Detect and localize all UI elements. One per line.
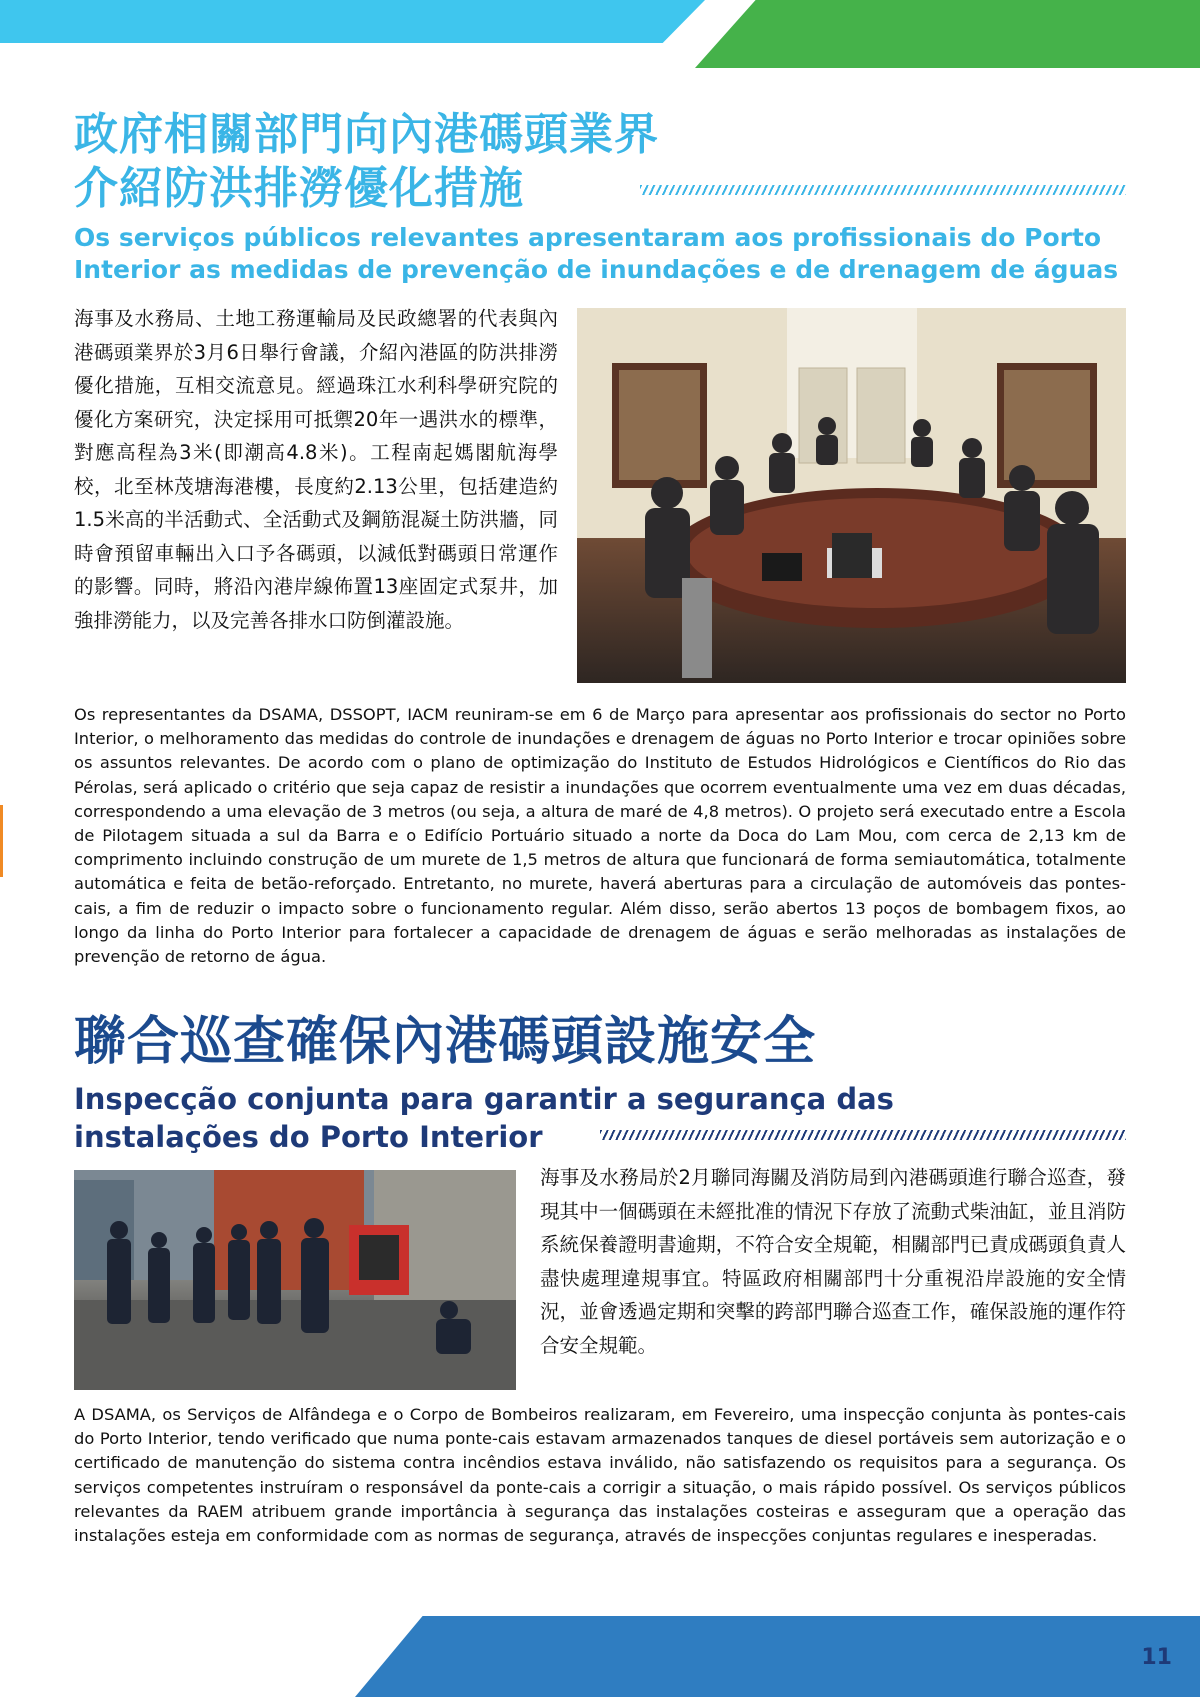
bottom-blue-band xyxy=(355,1616,1200,1697)
meeting-photo xyxy=(577,308,1126,683)
article2-body-pt: A DSAMA, os Serviços de Alfândega e o Corpo de Bombeiros realizaram, em Fevereiro, uma inspecção conjunta às pontes-cais do Porto Interior, tendo verificado que numa ponte-cais estavam armazenados tanques de diesel portáveis sem autorização e o certificado de manutenção do sistema contra incêndios estava inválido, não satisfazendo os requisitos para a segurança. Os serviços competentes instruíram o responsável da ponte-cais a corrigir a situação, o mais rápido possível. Os serviços públicos relevantes da RAEM atribuem grande importância à segurança das instalações costeiras e asseguram que a operação das instalações esteja em conformidade com as normas de segurança, através de inspecções conjuntas regulares e inesperadas. xyxy=(74,1405,1126,1546)
article1-title-pt xyxy=(74,222,1154,286)
article1-body-pt: Os representantes da DSAMA, DSSOPT, IACM reuniram-se em 6 de Março para apresentar aos profissionais do sector no Porto Interior, o melhoramento das medidas do controle de inundações e drenagem de águas no Porto Interior e trocar opiniões sobre os assuntos relevantes. De acordo com o plano de optimização do Instituto de Estudos Hidrológicos e Científicos do Rio das Pérolas, será aplicado o critério que seja capaz de resistir a inundações que ocorrem eventualmente uma vez em duas décadas, correspondendo a uma elevação de 3 metros (ou seja, a altura de maré de 4,8 metros). O projeto será executado entre a Escola de Pilotagem situada a sul da Barra e o Edifício Portuário situado a norte da Doca do Lam Mou, com cerca de 2,13 km de comprimento incluindo construção de um murete de 1,5 metros de altura que funcionará de forma semiautomática, totalmente automática e feita de betão-reforçado. Entretanto, no murete, haverá aberturas para a circulação de automóveis das pontes-cais, a fim de reduzir o impacto sobre o funcionamento regular. Além disso, serão abertos 13 poços de bombagem fixos, ao longo da linha do Porto Interior para fortalecer a capacidade de drenagem de águas e serão melhoradas as instalações de prevenção de retorno de água. xyxy=(74,705,1126,967)
inspection-photo xyxy=(74,1170,516,1390)
article1-body-cn: 海事及水務局、土地工務運輸局及民政總署的代表與內港碼頭業界於3月6日舉行會議，介紹內港區的防洪排澇優化措施，互相交流意見。經過珠江水利科學研究院的優化方案研究，決定採用可抵禦20年一遇洪水的標準，對應高程為3米(即潮高4.8米)。工程南起媽閣航海學校，北至林茂塘海港樓，長度約2.13公里，包括建造約1.5米高的半活動式、全活動式及鋼筋混凝土防洪牆，同時會預留車輛出入口予各碼頭，以減低對碼頭日常運作的影響。同時，將沿內港岸線佈置13座固定式泵井，加強排澇能力，以及完善各排水口防倒灌設施。 xyxy=(74,307,558,632)
title-hatch-divider xyxy=(600,1130,1126,1140)
page-number: 11 xyxy=(1141,1645,1172,1670)
article2-title-pt-line1: Inspecção conjunta para garantir a segurança das xyxy=(74,1082,894,1116)
article1-title-cn-line2: 介紹防洪排澇優化措施 xyxy=(74,163,524,214)
article2-title-pt-line2: instalações do Porto Interior xyxy=(74,1120,543,1154)
article2-title-cn: 聯合巡查確保內港碼頭設施安全 xyxy=(74,1012,817,1072)
top-cyan-band xyxy=(0,0,705,43)
article1-title-cn xyxy=(74,108,1134,216)
article1-title-cn-line1: 政府相關部門向內港碼頭業界 xyxy=(74,109,659,160)
article2-title-pt xyxy=(74,1080,1154,1156)
top-green-band xyxy=(695,0,1200,68)
left-margin-marker xyxy=(0,805,3,877)
title-hatch-divider xyxy=(640,185,1126,195)
article2-body-cn: 海事及水務局於2月聯同海關及消防局到內港碼頭進行聯合巡查，發現其中一個碼頭在未經批准的情況下存放了流動式柴油缸，並且消防系統保養證明書逾期，不符合安全規範，相關部門已責成碼頭負責人盡快處理違規事宜。特區政府相關部門十分重視沿岸設施的安全情況，並會透過定期和突擊的跨部門聯合巡查工作，確保設施的運作符合安全規範。 xyxy=(540,1166,1126,1357)
article1-title-pt-line1: Os serviços públicos relevantes apresentaram aos profissionais do Porto xyxy=(74,223,1102,252)
article1-title-pt-line2: Interior as medidas de prevenção de inundações e de drenagem de águas xyxy=(74,255,1119,284)
